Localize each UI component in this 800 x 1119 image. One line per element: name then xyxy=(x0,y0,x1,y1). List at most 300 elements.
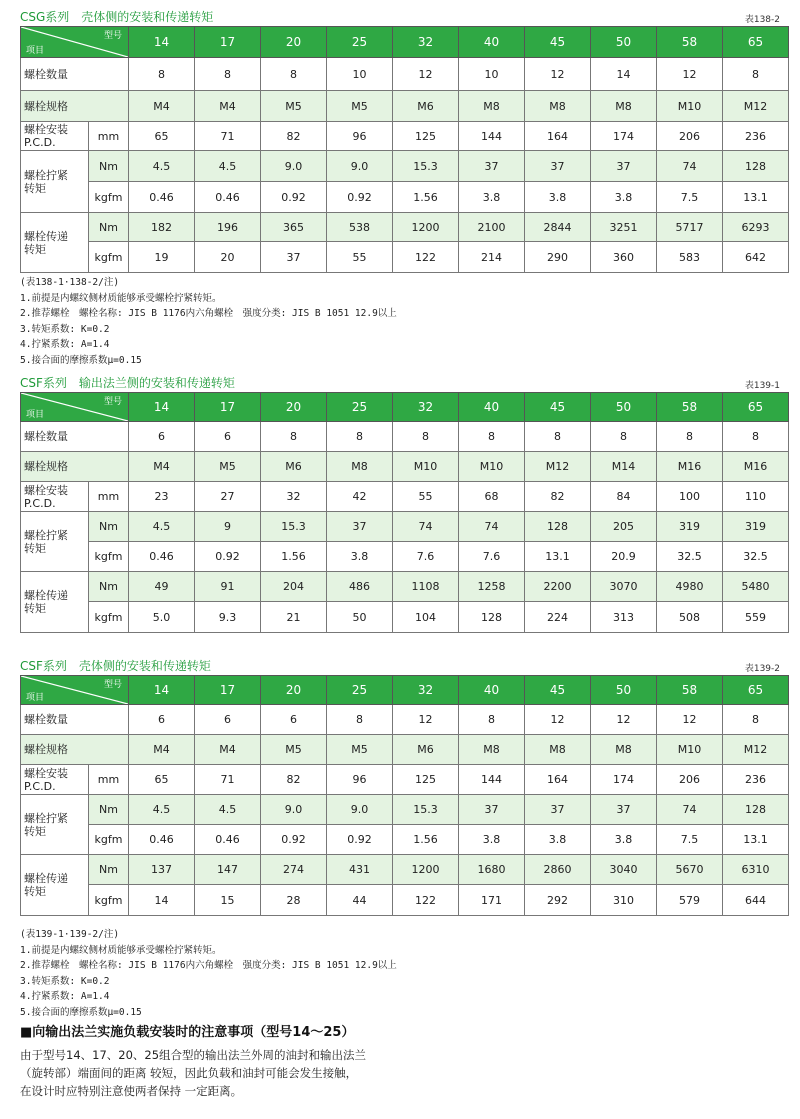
value-cell: 7.5 xyxy=(657,182,723,213)
value-cell: M5 xyxy=(327,735,393,765)
unit-cell: kgfm xyxy=(89,602,129,633)
value-cell: 7.6 xyxy=(393,542,459,572)
row-label xyxy=(21,122,89,151)
value-cell: 1.56 xyxy=(261,542,327,572)
model-header-cell: 20 xyxy=(261,393,327,422)
value-cell: 8 xyxy=(261,58,327,91)
value-cell: 182 xyxy=(129,213,195,242)
model-header-cell: 58 xyxy=(657,393,723,422)
value-cell: 2200 xyxy=(525,572,591,602)
value-cell: 125 xyxy=(393,765,459,795)
value-cell: 559 xyxy=(723,602,789,633)
value-cell: 164 xyxy=(525,765,591,795)
value-cell: 32.5 xyxy=(657,542,723,572)
value-cell: 8 xyxy=(459,422,525,452)
row-label: 螺栓规格 xyxy=(21,452,129,482)
corner-item-label: 项目 xyxy=(26,46,45,56)
note-line: 4.拧紧系数: A=1.4 xyxy=(20,339,110,350)
value-cell: 290 xyxy=(525,242,591,273)
table-row xyxy=(21,705,789,735)
value-cell: 32 xyxy=(261,482,327,512)
table-row xyxy=(21,482,789,512)
value-cell: 137 xyxy=(129,855,195,885)
value-cell: 100 xyxy=(657,482,723,512)
value-cell: 9.0 xyxy=(261,795,327,825)
value-cell: 13.1 xyxy=(525,542,591,572)
value-cell: 27 xyxy=(195,482,261,512)
unit-cell: kgfm xyxy=(89,542,129,572)
value-cell: 9.0 xyxy=(327,795,393,825)
value-cell: 9.0 xyxy=(327,151,393,182)
value-cell: 1258 xyxy=(459,572,525,602)
value-cell: 644 xyxy=(723,885,789,916)
table-row xyxy=(21,242,789,273)
model-header-cell: 25 xyxy=(327,393,393,422)
value-cell: 4.5 xyxy=(129,151,195,182)
value-cell: M6 xyxy=(393,735,459,765)
value-cell: 12 xyxy=(657,58,723,91)
table-row xyxy=(21,422,789,452)
value-cell: 82 xyxy=(525,482,591,512)
table-row xyxy=(21,765,789,795)
value-cell: 144 xyxy=(459,122,525,151)
note-line: 5.接合面的摩擦系数μ=0.15 xyxy=(20,1006,142,1018)
note-line: 1.前提是内螺纹侧材质能够承受螺栓拧紧转矩。 xyxy=(20,292,222,304)
value-cell: 8 xyxy=(459,705,525,735)
value-cell: M8 xyxy=(525,91,591,122)
value-cell: 110 xyxy=(723,482,789,512)
value-cell: 49 xyxy=(129,572,195,602)
value-cell: 3.8 xyxy=(327,542,393,572)
value-cell: 8 xyxy=(525,422,591,452)
note-line: 1.前提是内螺纹侧材质能够承受螺栓拧紧转矩。 xyxy=(20,944,222,956)
value-cell: 9.0 xyxy=(261,151,327,182)
notice-body xyxy=(20,1046,366,1100)
value-cell: 4.5 xyxy=(195,795,261,825)
row-label-line: 螺栓传递 xyxy=(24,589,68,602)
model-header-cell: 20 xyxy=(261,676,327,705)
value-cell: 206 xyxy=(657,122,723,151)
note-line: 3.转矩系数: K=0.2 xyxy=(20,323,110,335)
value-cell: M5 xyxy=(261,735,327,765)
notes-block-1 xyxy=(20,275,397,368)
corner-model-label: 型号 xyxy=(103,31,122,41)
model-header-cell: 50 xyxy=(591,676,657,705)
value-cell: 23 xyxy=(129,482,195,512)
row-label xyxy=(21,572,89,633)
value-cell: 37 xyxy=(591,795,657,825)
table-section-2 xyxy=(20,374,780,633)
value-cell: 0.92 xyxy=(195,542,261,572)
value-cell: 125 xyxy=(393,122,459,151)
value-cell: 15 xyxy=(195,885,261,916)
unit-cell: Nm xyxy=(89,572,129,602)
value-cell: 13.1 xyxy=(723,182,789,213)
value-cell: 0.46 xyxy=(195,182,261,213)
value-cell: 486 xyxy=(327,572,393,602)
unit-cell: mm xyxy=(89,482,129,512)
value-cell: 310 xyxy=(591,885,657,916)
value-cell: 0.46 xyxy=(129,182,195,213)
value-cell: 1200 xyxy=(393,213,459,242)
value-cell: 7.6 xyxy=(459,542,525,572)
value-cell: M4 xyxy=(195,91,261,122)
value-cell: 12 xyxy=(393,58,459,91)
value-cell: 91 xyxy=(195,572,261,602)
note-line: (表138-1·138-2/注) xyxy=(20,277,120,288)
value-cell: 12 xyxy=(591,705,657,735)
value-cell: 274 xyxy=(261,855,327,885)
value-cell: 1680 xyxy=(459,855,525,885)
value-cell: 74 xyxy=(393,512,459,542)
table-row xyxy=(21,213,789,242)
value-cell: 3.8 xyxy=(459,825,525,855)
row-label-line: 螺栓拧紧 xyxy=(24,168,68,182)
row-label-line: 转矩 xyxy=(24,242,46,256)
table-row xyxy=(21,512,789,542)
value-cell: 206 xyxy=(657,765,723,795)
value-cell: 3.8 xyxy=(459,182,525,213)
table-row xyxy=(21,795,789,825)
value-cell: 0.92 xyxy=(261,182,327,213)
value-cell: 538 xyxy=(327,213,393,242)
unit-cell: Nm xyxy=(89,855,129,885)
header-row xyxy=(21,393,789,422)
model-header-cell: 58 xyxy=(657,27,723,58)
model-header-cell: 40 xyxy=(459,676,525,705)
header-row xyxy=(21,676,789,705)
value-cell: M10 xyxy=(459,452,525,482)
header-row xyxy=(21,27,789,58)
value-cell: M10 xyxy=(657,91,723,122)
unit-cell: mm xyxy=(89,765,129,795)
value-cell: 8 xyxy=(723,422,789,452)
value-cell: 292 xyxy=(525,885,591,916)
value-cell: 37 xyxy=(525,151,591,182)
row-label xyxy=(21,855,89,916)
model-header-cell: 50 xyxy=(591,27,657,58)
value-cell: M16 xyxy=(723,452,789,482)
torque-table xyxy=(20,392,789,633)
value-cell: 4980 xyxy=(657,572,723,602)
table-row xyxy=(21,542,789,572)
value-cell: 0.92 xyxy=(327,825,393,855)
model-header-cell: 45 xyxy=(525,27,591,58)
row-label xyxy=(21,213,89,273)
value-cell: 3.8 xyxy=(525,182,591,213)
notice-heading: ■向输出法兰实施负载安装时的注意事项（型号14～25） xyxy=(20,1025,355,1040)
value-cell: 12 xyxy=(657,705,723,735)
row-label-line: 螺栓安装 xyxy=(24,766,68,780)
row-label-line: 转矩 xyxy=(24,541,46,555)
value-cell: 65 xyxy=(129,765,195,795)
value-cell: 55 xyxy=(327,242,393,273)
value-cell: 74 xyxy=(657,795,723,825)
value-cell: 55 xyxy=(393,482,459,512)
value-cell: 8 xyxy=(261,422,327,452)
value-cell: 128 xyxy=(723,151,789,182)
value-cell: 174 xyxy=(591,765,657,795)
value-cell: 37 xyxy=(327,512,393,542)
table-row xyxy=(21,58,789,91)
value-cell: 2860 xyxy=(525,855,591,885)
row-label-line: P.C.D. xyxy=(24,779,56,793)
value-cell: 0.46 xyxy=(129,825,195,855)
row-label-line: 螺栓拧紧 xyxy=(24,528,68,542)
value-cell: 37 xyxy=(459,795,525,825)
row-label-line: 转矩 xyxy=(24,824,46,838)
unit-cell: kgfm xyxy=(89,182,129,213)
value-cell: 37 xyxy=(525,795,591,825)
corner-item-label: 项目 xyxy=(26,410,45,420)
note-line: 2.推荐螺栓 螺栓名称: JIS B 1176内六角螺栓 强度分类: JIS B 1051 12.9以上 xyxy=(20,960,397,971)
model-header-cell: 40 xyxy=(459,27,525,58)
model-header-cell: 25 xyxy=(327,676,393,705)
model-header-cell: 65 xyxy=(723,393,789,422)
value-cell: 19 xyxy=(129,242,195,273)
table-number: 表139-2 xyxy=(744,664,780,674)
value-cell: 0.46 xyxy=(129,542,195,572)
model-header-cell: 50 xyxy=(591,393,657,422)
model-header-cell: 32 xyxy=(393,27,459,58)
value-cell: 196 xyxy=(195,213,261,242)
value-cell: 5717 xyxy=(657,213,723,242)
model-header-cell: 14 xyxy=(129,27,195,58)
value-cell: 171 xyxy=(459,885,525,916)
value-cell: 12 xyxy=(393,705,459,735)
unit-cell: kgfm xyxy=(89,885,129,916)
note-line: 4.拧紧系数: A=1.4 xyxy=(20,991,110,1002)
model-header-cell: 45 xyxy=(525,676,591,705)
value-cell: 1200 xyxy=(393,855,459,885)
value-cell: 8 xyxy=(723,705,789,735)
model-header-cell: 14 xyxy=(129,393,195,422)
value-cell: 84 xyxy=(591,482,657,512)
unit-cell: mm xyxy=(89,122,129,151)
value-cell: 21 xyxy=(261,602,327,633)
corner-item-label: 项目 xyxy=(26,693,45,703)
value-cell: 1.56 xyxy=(393,825,459,855)
row-label xyxy=(21,512,89,572)
value-cell: 71 xyxy=(195,765,261,795)
model-header-cell: 17 xyxy=(195,676,261,705)
value-cell: M8 xyxy=(591,735,657,765)
value-cell: 319 xyxy=(657,512,723,542)
row-label-line: P.C.D. xyxy=(24,136,56,149)
value-cell: 0.92 xyxy=(327,182,393,213)
value-cell: 82 xyxy=(261,765,327,795)
value-cell: M16 xyxy=(657,452,723,482)
value-cell: 128 xyxy=(723,795,789,825)
value-cell: 15.3 xyxy=(393,151,459,182)
value-cell: M5 xyxy=(261,91,327,122)
value-cell: 0.92 xyxy=(261,825,327,855)
value-cell: 15.3 xyxy=(261,512,327,542)
unit-cell: kgfm xyxy=(89,242,129,273)
value-cell: M5 xyxy=(327,91,393,122)
value-cell: 74 xyxy=(459,512,525,542)
value-cell: 7.5 xyxy=(657,825,723,855)
value-cell: 6 xyxy=(195,705,261,735)
model-header-cell: 45 xyxy=(525,393,591,422)
value-cell: 71 xyxy=(195,122,261,151)
value-cell: 68 xyxy=(459,482,525,512)
value-cell: M10 xyxy=(393,452,459,482)
unit-cell: Nm xyxy=(89,151,129,182)
row-label-line: P.C.D. xyxy=(24,496,56,510)
row-label-line: 螺栓传递 xyxy=(24,872,68,885)
table-section-1 xyxy=(20,8,780,273)
value-cell: 9.3 xyxy=(195,602,261,633)
value-cell: 65 xyxy=(129,122,195,151)
value-cell: 4.5 xyxy=(195,151,261,182)
value-cell: 431 xyxy=(327,855,393,885)
section-title-text: CSF系列 输出法兰侧的安装和传递转矩 xyxy=(20,376,235,390)
value-cell: 236 xyxy=(723,122,789,151)
row-label xyxy=(21,765,89,795)
value-cell: 3251 xyxy=(591,213,657,242)
corner-model-label: 型号 xyxy=(103,397,122,407)
value-cell: M4 xyxy=(129,735,195,765)
table-number: 表138-2 xyxy=(744,15,780,25)
value-cell: M12 xyxy=(723,91,789,122)
value-cell: 8 xyxy=(393,422,459,452)
value-cell: 205 xyxy=(591,512,657,542)
unit-cell: kgfm xyxy=(89,825,129,855)
value-cell: 20 xyxy=(195,242,261,273)
row-label: 螺栓数量 xyxy=(21,58,129,91)
value-cell: 20.9 xyxy=(591,542,657,572)
value-cell: M8 xyxy=(459,735,525,765)
value-cell: M8 xyxy=(591,91,657,122)
section-title xyxy=(20,8,780,26)
value-cell: M10 xyxy=(657,735,723,765)
value-cell: 6 xyxy=(129,422,195,452)
value-cell: 236 xyxy=(723,765,789,795)
model-header-cell: 25 xyxy=(327,27,393,58)
value-cell: 0.46 xyxy=(195,825,261,855)
table-number: 表139-1 xyxy=(744,381,780,391)
model-header-cell: 20 xyxy=(261,27,327,58)
value-cell: 3.8 xyxy=(525,825,591,855)
table-row xyxy=(21,122,789,151)
value-cell: 15.3 xyxy=(393,795,459,825)
value-cell: 313 xyxy=(591,602,657,633)
value-cell: M12 xyxy=(525,452,591,482)
table-row xyxy=(21,825,789,855)
section-title-text: CSF系列 壳体侧的安装和传递转矩 xyxy=(20,659,211,673)
value-cell: M6 xyxy=(261,452,327,482)
value-cell: 37 xyxy=(261,242,327,273)
row-label-line: 转矩 xyxy=(24,885,46,898)
value-cell: 8 xyxy=(129,58,195,91)
row-label-line: 螺栓安装 xyxy=(24,483,68,497)
table-row xyxy=(21,735,789,765)
value-cell: 6293 xyxy=(723,213,789,242)
row-label-line: 螺栓拧紧 xyxy=(24,811,68,825)
value-cell: 214 xyxy=(459,242,525,273)
model-header-cell: 40 xyxy=(459,393,525,422)
corner-header xyxy=(21,676,129,705)
value-cell: 3.8 xyxy=(591,182,657,213)
value-cell: 3.8 xyxy=(591,825,657,855)
value-cell: 8 xyxy=(591,422,657,452)
section-title xyxy=(20,657,780,675)
value-cell: 5670 xyxy=(657,855,723,885)
model-header-cell: 65 xyxy=(723,676,789,705)
value-cell: 3040 xyxy=(591,855,657,885)
value-cell: M8 xyxy=(459,91,525,122)
value-cell: M4 xyxy=(195,735,261,765)
value-cell: 642 xyxy=(723,242,789,273)
table-row xyxy=(21,452,789,482)
value-cell: 204 xyxy=(261,572,327,602)
value-cell: M5 xyxy=(195,452,261,482)
model-header-cell: 17 xyxy=(195,27,261,58)
value-cell: 1.56 xyxy=(393,182,459,213)
unit-cell: Nm xyxy=(89,795,129,825)
value-cell: M6 xyxy=(393,91,459,122)
value-cell: 8 xyxy=(195,58,261,91)
value-cell: 174 xyxy=(591,122,657,151)
table-section-3 xyxy=(20,657,780,916)
model-header-cell: 14 xyxy=(129,676,195,705)
value-cell: 3070 xyxy=(591,572,657,602)
corner-header xyxy=(21,27,129,58)
body-line: 在设计时应特别注意使两者保持 一定距离。 xyxy=(20,1084,243,1098)
value-cell: 128 xyxy=(525,512,591,542)
value-cell: 96 xyxy=(327,765,393,795)
value-cell: 12 xyxy=(525,58,591,91)
row-label: 螺栓规格 xyxy=(21,735,129,765)
section-title xyxy=(20,374,780,392)
value-cell: 122 xyxy=(393,885,459,916)
value-cell: 8 xyxy=(723,58,789,91)
table-row xyxy=(21,602,789,633)
section-title-text: CSG系列 壳体侧的安装和传递转矩 xyxy=(20,10,214,24)
value-cell: 1108 xyxy=(393,572,459,602)
row-label-line: 螺栓安装 xyxy=(24,123,68,136)
unit-cell: Nm xyxy=(89,512,129,542)
row-label: 螺栓规格 xyxy=(21,91,129,122)
value-cell: 14 xyxy=(591,58,657,91)
value-cell: 104 xyxy=(393,602,459,633)
value-cell: 12 xyxy=(525,705,591,735)
value-cell: 122 xyxy=(393,242,459,273)
value-cell: 6310 xyxy=(723,855,789,885)
corner-model-label: 型号 xyxy=(103,680,122,690)
torque-table xyxy=(20,675,789,916)
value-cell: 8 xyxy=(327,422,393,452)
row-label-line: 转矩 xyxy=(24,602,46,615)
value-cell: 164 xyxy=(525,122,591,151)
note-line: 5.接合面的摩擦系数μ=0.15 xyxy=(20,354,142,366)
value-cell: 8 xyxy=(327,705,393,735)
value-cell: M8 xyxy=(525,735,591,765)
value-cell: 147 xyxy=(195,855,261,885)
value-cell: 28 xyxy=(261,885,327,916)
model-header-cell: 32 xyxy=(393,393,459,422)
value-cell: 6 xyxy=(261,705,327,735)
value-cell: 6 xyxy=(195,422,261,452)
value-cell: 50 xyxy=(327,602,393,633)
value-cell: 6 xyxy=(129,705,195,735)
table-row xyxy=(21,885,789,916)
value-cell: 96 xyxy=(327,122,393,151)
value-cell: 74 xyxy=(657,151,723,182)
value-cell: 128 xyxy=(459,602,525,633)
table-row xyxy=(21,855,789,885)
